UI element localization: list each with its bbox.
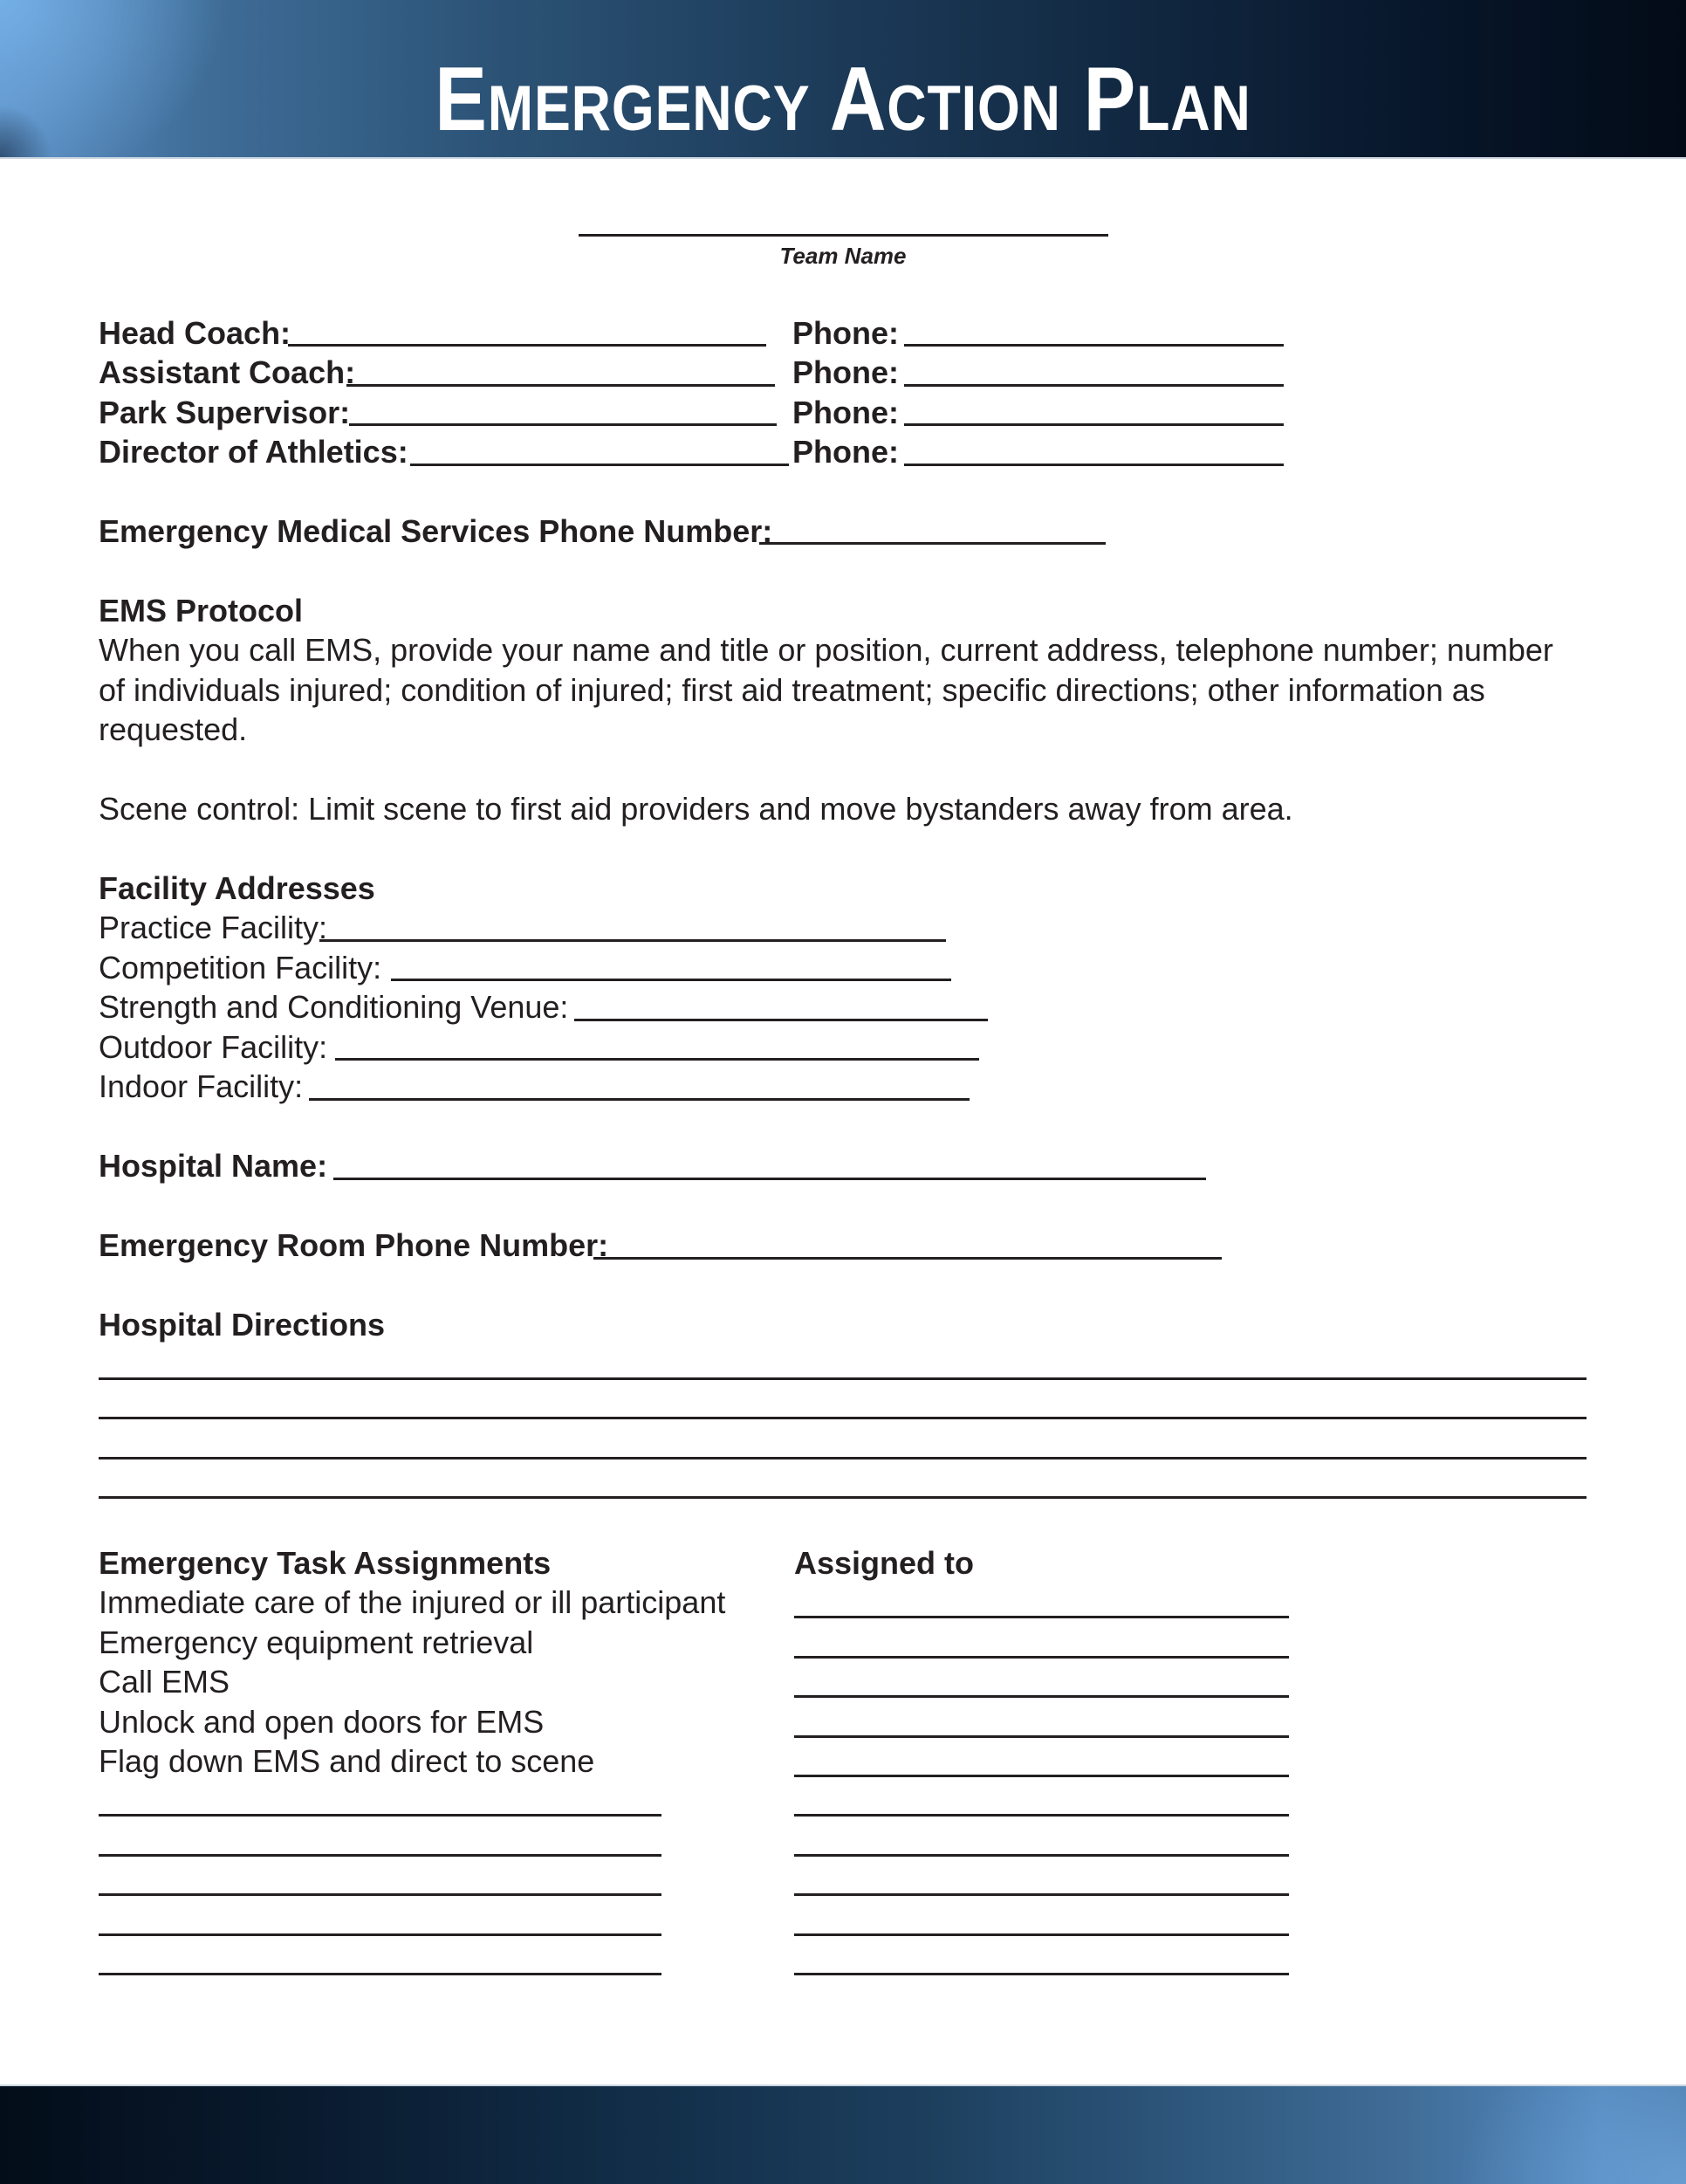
er-phone-field[interactable] xyxy=(593,1257,1222,1260)
park-supervisor-field[interactable] xyxy=(349,423,777,426)
ems-protocol-line-3: requested. xyxy=(99,711,248,747)
task-item: Emergency equipment retrieval xyxy=(99,1624,534,1660)
strength-venue-label: Strength and Conditioning Venue: xyxy=(99,989,569,1025)
ems-protocol-line-2: of individuals injured; condition of injured; first aid treatment; specific directions; other information as xyxy=(99,672,1485,708)
practice-facility-label: Practice Facility: xyxy=(99,910,328,945)
footer-banner xyxy=(0,2084,1686,2184)
assistant-coach-label: Assistant Coach: xyxy=(99,354,356,390)
ems-phone-label: Emergency Medical Services Phone Number: xyxy=(99,513,773,549)
assigned-field[interactable] xyxy=(794,1854,1289,1857)
competition-facility-field[interactable] xyxy=(391,979,951,981)
head-coach-phone-label: Phone: xyxy=(792,315,899,351)
header-banner xyxy=(0,0,1686,159)
director-athletics-label: Director of Athletics: xyxy=(99,434,408,470)
assistant-coach-phone-field[interactable] xyxy=(904,384,1284,387)
ems-protocol-heading: EMS Protocol xyxy=(99,593,304,628)
assigned-to-heading: Assigned to xyxy=(794,1545,975,1581)
hospital-directions-heading: Hospital Directions xyxy=(99,1307,386,1343)
assistant-coach-phone-label: Phone: xyxy=(792,354,899,390)
hospital-name-label: Hospital Name: xyxy=(99,1148,328,1184)
page-title: Emergency Action Plan xyxy=(435,49,1251,150)
assigned-field[interactable] xyxy=(794,1775,1289,1777)
blank-task-field[interactable] xyxy=(99,1933,661,1936)
header-shade xyxy=(0,105,52,157)
assigned-field[interactable] xyxy=(794,1973,1289,1975)
assigned-field[interactable] xyxy=(794,1616,1289,1618)
task-item: Unlock and open doors for EMS xyxy=(99,1704,545,1740)
hospital-directions-line-3[interactable] xyxy=(99,1457,1587,1459)
blank-task-field[interactable] xyxy=(99,1814,661,1817)
indoor-facility-field[interactable] xyxy=(309,1098,970,1101)
team-name-label: Team Name xyxy=(779,243,907,269)
strength-venue-field[interactable] xyxy=(574,1019,988,1021)
assigned-field[interactable] xyxy=(794,1656,1289,1659)
ems-protocol-line-1: When you call EMS, provide your name and title or position, current address, telephone number; number xyxy=(99,632,1553,668)
blank-task-field[interactable] xyxy=(99,1893,661,1896)
outdoor-facility-label: Outdoor Facility: xyxy=(99,1029,328,1065)
scene-control-text: Scene control: Limit scene to first aid providers and move bystanders away from area. xyxy=(99,791,1293,827)
head-coach-field[interactable] xyxy=(288,344,766,347)
hospital-directions-line-4[interactable] xyxy=(99,1496,1587,1499)
assigned-field[interactable] xyxy=(794,1933,1289,1936)
park-supervisor-label: Park Supervisor: xyxy=(99,395,351,430)
park-supervisor-phone-field[interactable] xyxy=(904,423,1284,426)
task-item: Flag down EMS and direct to scene xyxy=(99,1743,595,1779)
head-coach-label: Head Coach: xyxy=(99,315,291,351)
outdoor-facility-field[interactable] xyxy=(335,1058,979,1061)
er-phone-label: Emergency Room Phone Number: xyxy=(99,1227,609,1263)
hospital-directions-line-1[interactable] xyxy=(99,1377,1587,1380)
assigned-field[interactable] xyxy=(794,1735,1289,1738)
task-item: Call EMS xyxy=(99,1664,230,1700)
task-item: Immediate care of the injured or ill participant xyxy=(99,1584,726,1620)
assigned-field[interactable] xyxy=(794,1814,1289,1817)
assigned-field[interactable] xyxy=(794,1695,1289,1698)
director-athletics-phone-label: Phone: xyxy=(792,434,899,470)
blank-task-field[interactable] xyxy=(99,1854,661,1857)
hospital-name-field[interactable] xyxy=(333,1178,1206,1180)
task-assignments-heading: Emergency Task Assignments xyxy=(99,1545,552,1581)
hospital-directions-line-2[interactable] xyxy=(99,1417,1587,1419)
park-supervisor-phone-label: Phone: xyxy=(792,395,899,430)
head-coach-phone-field[interactable] xyxy=(904,344,1284,347)
assigned-field[interactable] xyxy=(794,1893,1289,1896)
assistant-coach-field[interactable] xyxy=(346,384,775,387)
practice-facility-field[interactable] xyxy=(319,939,946,942)
team-name-field[interactable] xyxy=(579,234,1108,237)
blank-task-field[interactable] xyxy=(99,1973,661,1975)
facility-addresses-heading: Facility Addresses xyxy=(99,870,375,906)
competition-facility-label: Competition Facility: xyxy=(99,950,382,986)
director-athletics-phone-field[interactable] xyxy=(904,464,1284,466)
indoor-facility-label: Indoor Facility: xyxy=(99,1068,304,1104)
ems-phone-field[interactable] xyxy=(759,542,1106,545)
director-athletics-field[interactable] xyxy=(410,464,789,466)
